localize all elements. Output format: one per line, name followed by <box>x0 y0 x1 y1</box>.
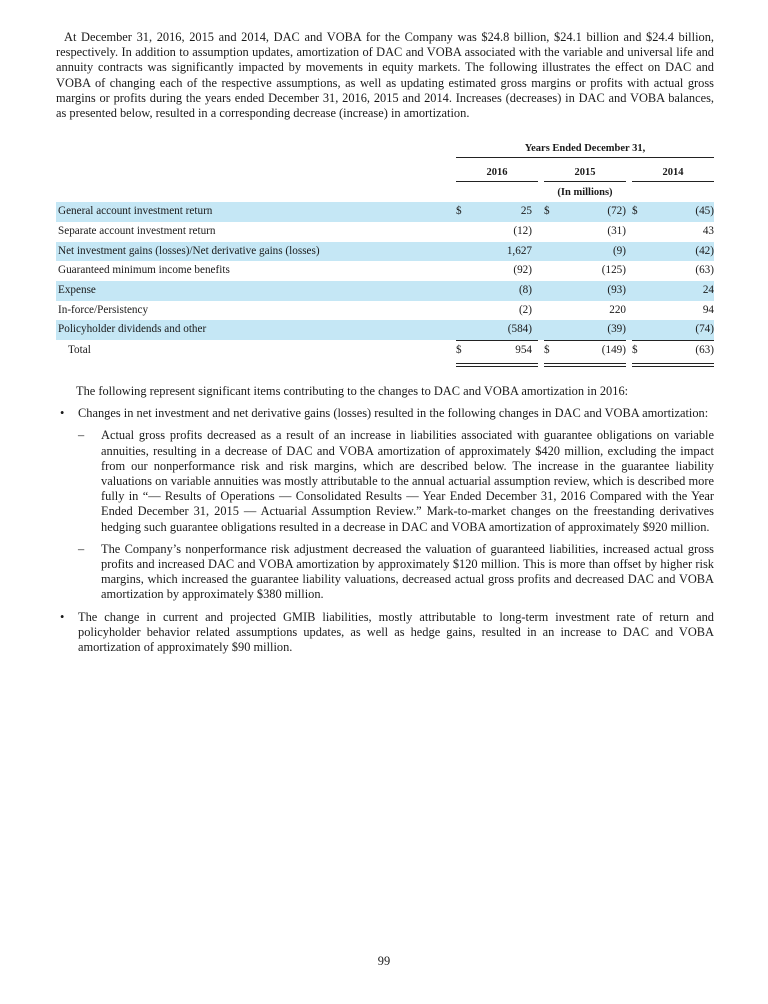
cell-value-2014: 24 <box>702 283 714 296</box>
dash-icon: – <box>78 428 85 443</box>
column-header-2014: 2014 <box>662 167 684 179</box>
total-double-rule <box>544 363 626 367</box>
cell-value-2015: (149) <box>601 344 626 357</box>
row-label: Expense <box>58 283 96 296</box>
currency-symbol: $ <box>544 344 550 357</box>
cell-value-2016: 25 <box>520 205 532 218</box>
sub-bullet-item <box>56 542 714 603</box>
currency-symbol: $ <box>456 205 462 218</box>
cell-value-2015: (93) <box>607 283 626 296</box>
column-header-2016: 2016 <box>486 167 508 179</box>
cell-value-2014: 94 <box>702 303 714 316</box>
row-label: Net investment gains (losses)/Net derivative gains (losses) <box>58 244 320 257</box>
total-double-rule <box>632 363 714 367</box>
cell-value-2015: (31) <box>607 224 626 237</box>
page-content <box>56 30 714 655</box>
row-label: Separate account investment return <box>58 224 216 237</box>
cell-value-2016: (584) <box>507 323 532 336</box>
cell-value-2014: 43 <box>702 224 714 237</box>
dac-voba-table <box>56 143 714 413</box>
table-row <box>56 261 714 281</box>
row-label: Guaranteed minimum income benefits <box>58 264 230 277</box>
cell-value-2015: (39) <box>607 323 626 336</box>
cell-value-2016: (12) <box>513 224 532 237</box>
table-header-years-ended: Years Ended December 31, <box>524 143 646 155</box>
bullet-text: Changes in net investment and net derivative gains (losses) resulted in the following changes in DAC and VOBA amortization: <box>78 406 709 421</box>
commentary-section <box>56 384 714 662</box>
bullet-item <box>56 406 714 421</box>
cell-value-2015: 220 <box>609 303 626 316</box>
column-rule-2016 <box>456 181 538 182</box>
sub-bullet-text: Actual gross profits decreased as a result of an increase in liabilities associated with guarantee obligations on variable annuities, resulting in a decrease of DAC and VOBA amortization of approximately $420 million, excluding the impact from our nonperformance risk and risk margins, which are described below. The increase in the guarantee liability valuations on variable annuities was mostly attributable to the annual actuarial assumption review, which is described more fully in “— Results of Operations — Consolidated Results — Year Ended December 31, 2016 Compared with the Year Ended December 31, 2015 — Actuarial Assumption Review.” Mark-to-market changes on the freestanding derivatives hedging such guarantee obligations resulted in a decrease in DAC and VOBA amortization of approximately $920 million. <box>101 428 714 534</box>
column-rule-2015 <box>544 181 626 182</box>
currency-symbol: $ <box>456 344 462 357</box>
cell-value-2016: (92) <box>513 264 532 277</box>
table-row <box>56 281 714 301</box>
column-header-2015: 2015 <box>574 167 596 179</box>
cell-value-2014: (45) <box>695 205 714 218</box>
table-total-row <box>56 341 714 361</box>
row-label: General account investment return <box>58 205 213 218</box>
row-label: In-force/Persistency <box>58 303 149 316</box>
cell-value-2016: 1,627 <box>506 244 532 257</box>
table-row <box>56 301 714 321</box>
cell-value-2014: (74) <box>695 323 714 336</box>
table-body <box>56 202 714 361</box>
dash-icon: – <box>78 541 85 556</box>
bullet-item <box>56 610 714 656</box>
sub-bullet-text: The Company’s nonperformance risk adjustment decreased the valuation of guaranteed liabilities, increased actual gross profits and increased DAC and VOBA amortization by approximately $120 million. This is more than offset by higher risk margins, which increased the guarantee liability valuations, decreased actual gross profits and decreased DAC and VOBA amortization by approximately $380 million. <box>101 541 714 602</box>
cell-value-2014: (42) <box>695 244 714 257</box>
cell-value-2015: (72) <box>607 205 626 218</box>
table-row <box>56 202 714 222</box>
page-number: 99 <box>377 954 391 968</box>
bullet-list <box>56 406 714 655</box>
table-row <box>56 242 714 262</box>
currency-symbol: $ <box>632 344 638 357</box>
row-label: Total <box>68 344 91 357</box>
table-row <box>56 320 714 340</box>
units-label: (In millions) <box>557 187 613 199</box>
cell-value-2016: 954 <box>515 344 532 357</box>
table-row <box>56 222 714 242</box>
intro-paragraph: At December 31, 2016, 2015 and 2014, DAC and VOBA for the Company was $24.8 billion, $24.1 billion and $24.4 billion, respectively. In addition to assumption updates, amortization of DAC and VOBA associated with the variable and universal life and annuity contracts was significantly impacted by movements in equity markets. The following illustrates the effect on DAC and VOBA of changing each of the respective assumptions, as well as updating estimated gross margins or profits with actual gross margins or profits during the years ended December 31, 2016, 2015 and 2014. Increases (decreases) in DAC and VOBA balances, as presented below, resulted in a corresponding decrease (increase) in amortization. <box>56 30 714 121</box>
currency-symbol: $ <box>544 205 550 218</box>
cell-value-2014: (63) <box>695 344 714 357</box>
commentary-lead: The following represent significant items contributing to the changes to DAC and VOBA amortization in 2016: <box>76 384 629 398</box>
column-rule-2014 <box>632 181 714 182</box>
cell-value-2014: (63) <box>695 264 714 277</box>
bullet-icon: • <box>60 406 65 421</box>
cell-value-2015: (9) <box>612 244 626 257</box>
header-rule <box>456 157 714 158</box>
row-label: Policyholder dividends and other <box>58 323 207 336</box>
bullet-text: The change in current and projected GMIB liabilities, mostly attributable to long-term investment rate of return and policyholder behavior related assumptions updates, as well as hedge gains, resulted in an increase to DAC and VOBA amortization of approximately $90 million. <box>78 609 714 655</box>
sub-bullet-item <box>56 428 714 534</box>
bullet-icon: • <box>60 609 65 624</box>
cell-value-2016: (2) <box>518 303 532 316</box>
cell-value-2015: (125) <box>601 264 626 277</box>
currency-symbol: $ <box>632 205 638 218</box>
cell-value-2016: (8) <box>518 283 532 296</box>
total-double-rule <box>456 363 538 367</box>
